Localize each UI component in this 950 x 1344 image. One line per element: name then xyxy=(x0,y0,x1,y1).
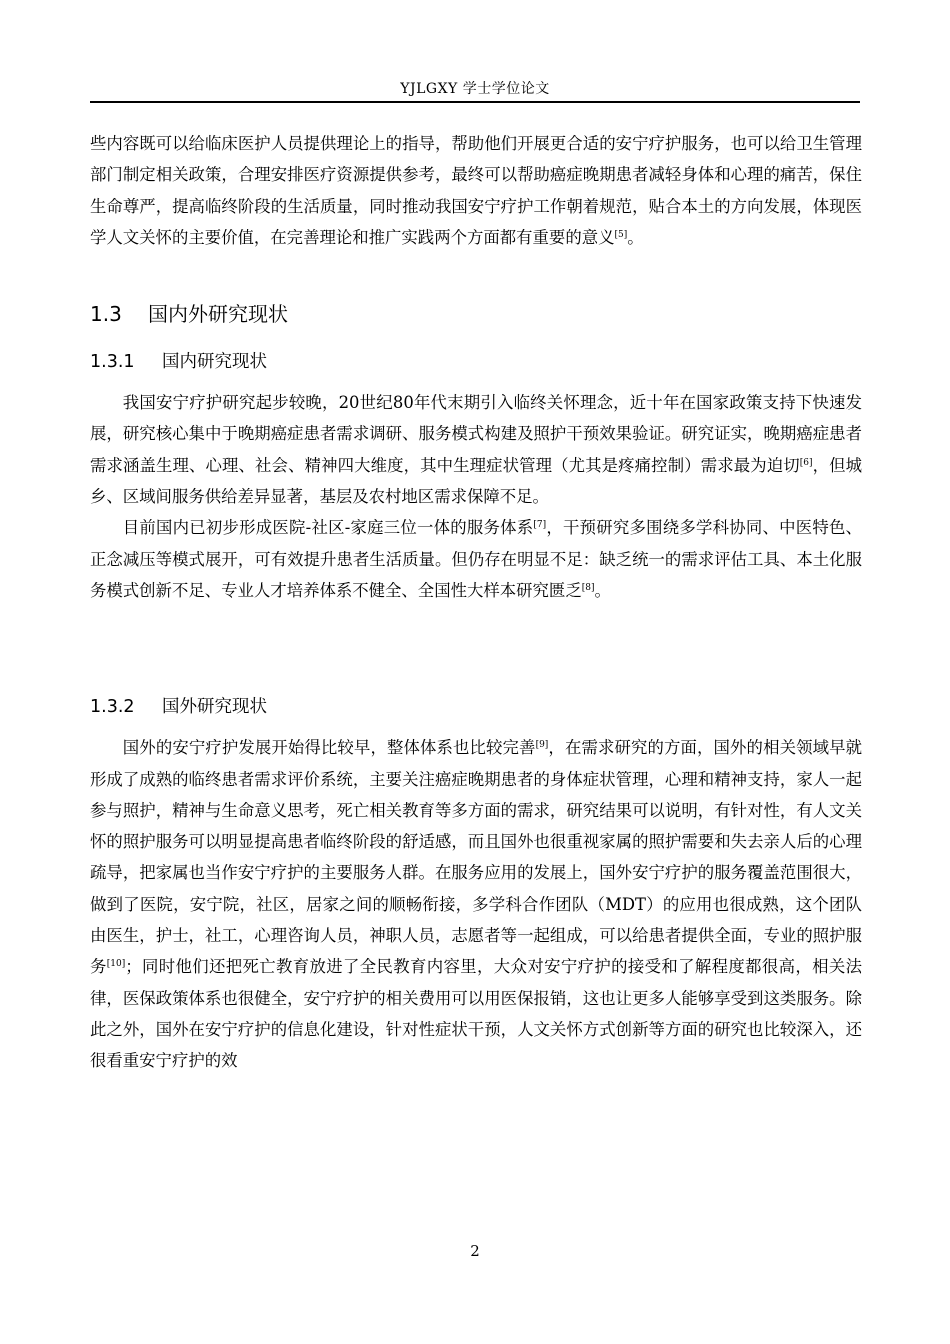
intro-tail: 。 xyxy=(627,227,644,247)
section-number: 1.3 xyxy=(90,302,122,327)
domestic-paragraph-1 xyxy=(90,387,862,512)
paragraph-text: 我国安宁疗护研究起步较晚，20世纪80年代末期引入临终关怀理念，近十年在国家政策支持下快速发展，研究核心集中于晚期癌症患者需求调研、服务模式构建及照护干预效果验证。研究证实，晚期癌症患者需求涵盖生理、心理、社会、精神四大维度，其中生理症状管理（尤其是疼痛控制）需求最为迫切 xyxy=(90,393,862,475)
page-number: 2 xyxy=(470,1242,480,1260)
citation-7: [7] xyxy=(533,520,547,531)
intro-paragraph xyxy=(90,128,862,253)
subsection-number: 1.3.1 xyxy=(90,352,135,373)
subsection-heading-1-3-1 xyxy=(90,347,862,377)
page-body xyxy=(90,128,862,1077)
citation-5: [5] xyxy=(614,229,628,240)
paragraph-text: 。 xyxy=(594,580,611,600)
citation-8: [8] xyxy=(581,582,595,593)
paragraph-text: 国外的安宁疗护发展开始得比较早，整体体系也比较完善 xyxy=(122,738,536,758)
foreign-paragraph-1 xyxy=(90,732,862,1076)
header-rule xyxy=(90,101,860,103)
citation-10: [10] xyxy=(106,959,126,970)
paragraph-text: ；同时他们还把死亡教育放进了全民教育内容里，大众对安宁疗护的接受和了解程度都很高，相关法律，医保政策体系也很健全，安宁疗护的相关费用可以用医保报销，这也让更多人能够享受到这类服务。除此之外，国外在安宁疗护的信息化建设，针对性症状干预，人文关怀方式创新等方面的研究也比较深入，还很看重安宁疗护的效 xyxy=(90,957,863,1071)
citation-6: [6] xyxy=(799,457,813,468)
paragraph-text: ，干预研究多围绕多学科协同、中医特色、正念减压等模式展开，可有效提升患者生活质量。但仍存在明显不足：缺乏统一的需求评估工具、本土化服务模式创新不足、专业人才培养体系不健全、全国性大样本研究匮乏 xyxy=(90,518,862,600)
subsection-title: 国外研究现状 xyxy=(162,697,267,718)
paragraph-text: 目前国内已初步形成医院-社区-家庭三位一体的服务体系 xyxy=(122,518,534,538)
citation-9: [9] xyxy=(535,740,549,751)
subsection-number: 1.3.2 xyxy=(90,697,135,718)
paragraph-text: ，在需求研究的方面，国外的相关领域早就形成了成熟的临终患者需求评价系统，主要关注癌症晚期患者的身体症状管理，心理和精神支持，家人一起参与照护，精神与生命意义思考，死亡相关教育等多方面的需求，研究结果可以说明，有针对性，有人文关怀的照护服务可以明显提高患者临终阶段的舒适感，而且国外也很重视家属的照护需要和失去亲人后的心理疏导，把家属也当作安宁疗护的主要服务人群。在服务应用的发展上，国外安宁疗护的服务覆盖范围很大，做到了医院，安宁院，社区，居家之间的顺畅衔接，多学科合作团队（MDT）的应用也很成熟，这个团队由医生，护士，社工，心理咨询人员，神职人员，志愿者等一起组成，可以给患者提供全面，专业的照护服务 xyxy=(90,738,863,977)
paragraph-text: ，但城乡、区域间服务供给差异显著，基层及农村地区需求保障不足。 xyxy=(90,455,863,507)
section-heading-1-3 xyxy=(90,299,862,329)
running-header: YJLGXY 学士学位论文 xyxy=(400,81,550,97)
domestic-paragraph-2 xyxy=(90,512,862,606)
section-title: 国内外研究现状 xyxy=(148,302,288,327)
intro-text: 些内容既可以给临床医护人员提供理论上的指导，帮助他们开展更合适的安宁疗护服务，也可以给卫生管理部门制定相关政策，合理安排医疗资源提供参考，最终可以帮助癌症晚期患者减轻身体和心理的痛苦，保住生命尊严，提高临终阶段的生活质量，同时推动我国安宁疗护工作朝着规范，贴合本土的方向发展，体现医学人文关怀的主要价值，在完善理论和推广实践两个方面都有重要的意义 xyxy=(90,134,862,247)
subsection-title: 国内研究现状 xyxy=(162,352,267,373)
subsection-heading-1-3-2 xyxy=(90,692,862,722)
